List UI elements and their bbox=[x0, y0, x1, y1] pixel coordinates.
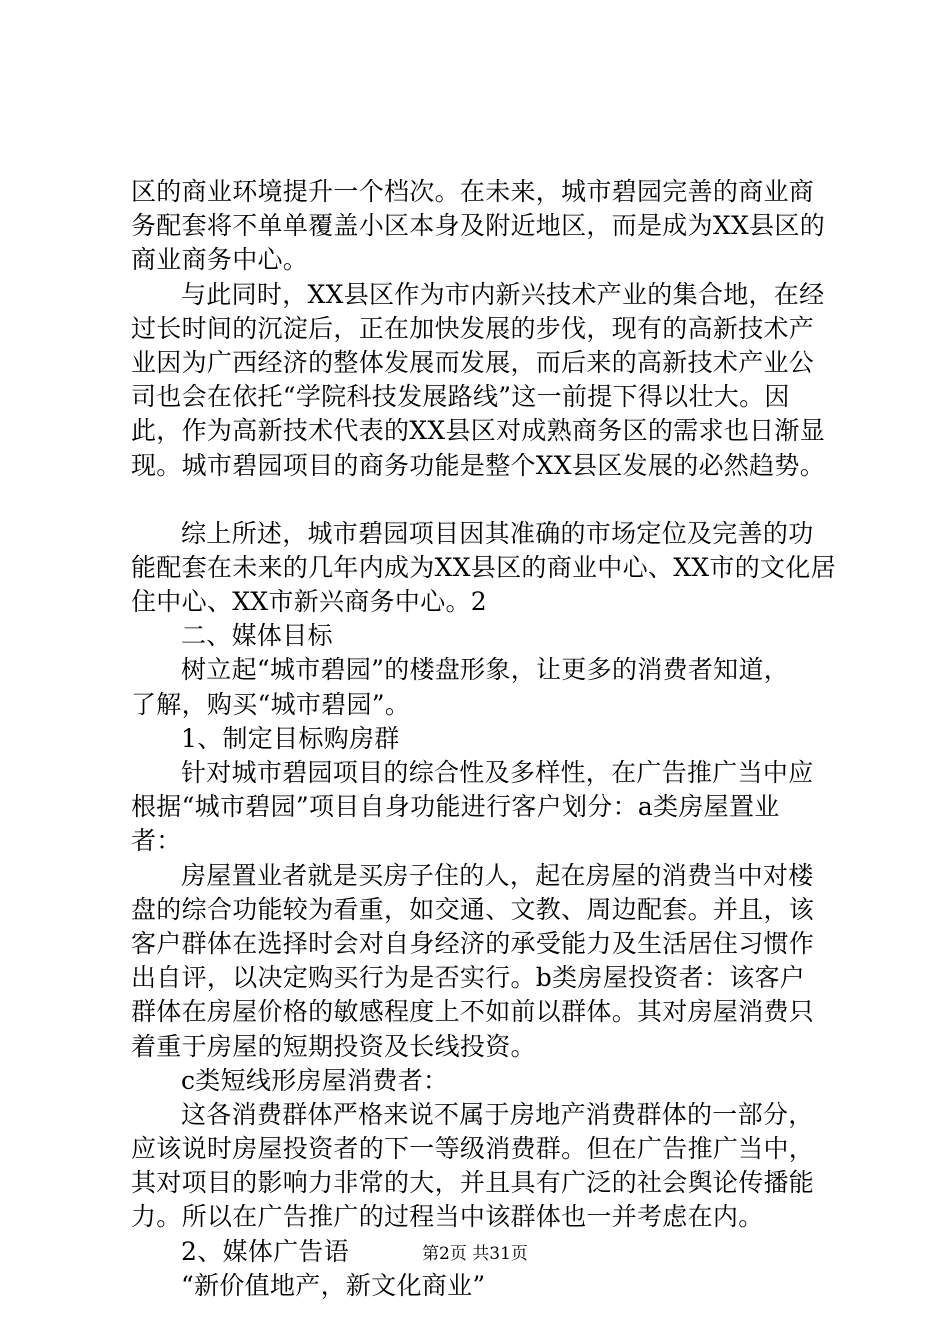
text-line: 盘的综合功能较为看重，如交通、文教、周边配套。并且，该 bbox=[131, 894, 815, 924]
text-line: 现。城市碧园项目的商务功能是整个XX县区发展的必然趋势。 bbox=[131, 450, 825, 480]
text-line: 这各消费群体严格来说不属于房地产消费群体的一部分， bbox=[181, 1099, 814, 1129]
subsection-heading: 2、媒体广告语 bbox=[181, 1236, 350, 1266]
text-line: 与此同时，XX县区作为市内新兴技术产业的集合地，在经 bbox=[181, 279, 825, 309]
text-line: 着重于房屋的短期投资及长线投资。 bbox=[131, 1031, 536, 1061]
text-line: 业因为广西经济的整体发展而发展，而后来的高新技术产业公 bbox=[131, 347, 815, 377]
text-line: 务配套将不单单覆盖小区本身及附近地区，而是成为XX县区的 bbox=[131, 211, 825, 241]
text-line: 此，作为高新技术代表的XX县区对成熟商务区的需求也日渐显 bbox=[131, 416, 825, 446]
text-line: 出自评，以决定购买行为是否实行。b类房屋投资者：该客户 bbox=[131, 963, 806, 993]
section-heading: 二、媒体目标 bbox=[181, 621, 333, 651]
text-line: 住中心、XX市新兴商务中心。2 bbox=[131, 587, 488, 617]
text-line: 区的商业环境提升一个档次。在未来，城市碧园完善的商业商 bbox=[131, 177, 815, 206]
text-line: 根据“城市碧园”项目自身功能进行客户划分：a类房屋置业 bbox=[131, 792, 780, 822]
text-line: 力。所以在广告推广的过程当中该群体也一并考虑在内。 bbox=[131, 1202, 764, 1232]
text-line: 其对项目的影响力非常的大，并且具有广泛的社会舆论传播能 bbox=[131, 1168, 815, 1198]
text-line: 客户群体在选择时会对自身经济的承受能力及生活居住习惯作 bbox=[131, 928, 815, 958]
text-line: 群体在房屋价格的敏感程度上不如前以群体。其对房屋消费只 bbox=[131, 997, 815, 1027]
text-line: 针对城市碧园项目的综合性及多样性，在广告推广当中应 bbox=[181, 758, 814, 787]
text-line: 者： bbox=[131, 826, 182, 856]
text-line: 商业商务中心。 bbox=[131, 245, 309, 275]
text-line: 过长时间的沉淀后，正在加快发展的步伐，现有的高新技术产 bbox=[131, 313, 815, 343]
document-body bbox=[131, 175, 836, 1303]
subsection-heading: 1、制定目标购房群 bbox=[181, 723, 400, 753]
slogan-line: “新价值地产，新文化商业” bbox=[181, 1270, 486, 1300]
text-line: 能配套在未来的几年内成为XX县区的商业中心、XX市的文化居 bbox=[131, 552, 836, 582]
text-line: 综上所述，城市碧园项目因其准确的市场定位及完善的功 bbox=[181, 518, 814, 548]
text-line: 了解，购买“城市碧园”。 bbox=[131, 689, 411, 719]
text-line: 司也会在依托“学院科技发展路线”这一前提下得以壮大。因 bbox=[131, 382, 790, 412]
text-line: 房屋置业者就是买房子住的人，起在房屋的消费当中对楼 bbox=[181, 860, 814, 890]
page-number-footer: 第2页 共31页 bbox=[422, 1244, 528, 1264]
text-line: c类短线形房屋消费者： bbox=[181, 1065, 449, 1095]
paragraph-gap bbox=[131, 483, 831, 517]
text-line: 应该说时房屋投资者的下一等级消费群。但在广告推广当中， bbox=[131, 1134, 815, 1164]
text-line: 树立起“城市碧园”的楼盘形象，让更多的消费者知道， bbox=[181, 655, 790, 685]
